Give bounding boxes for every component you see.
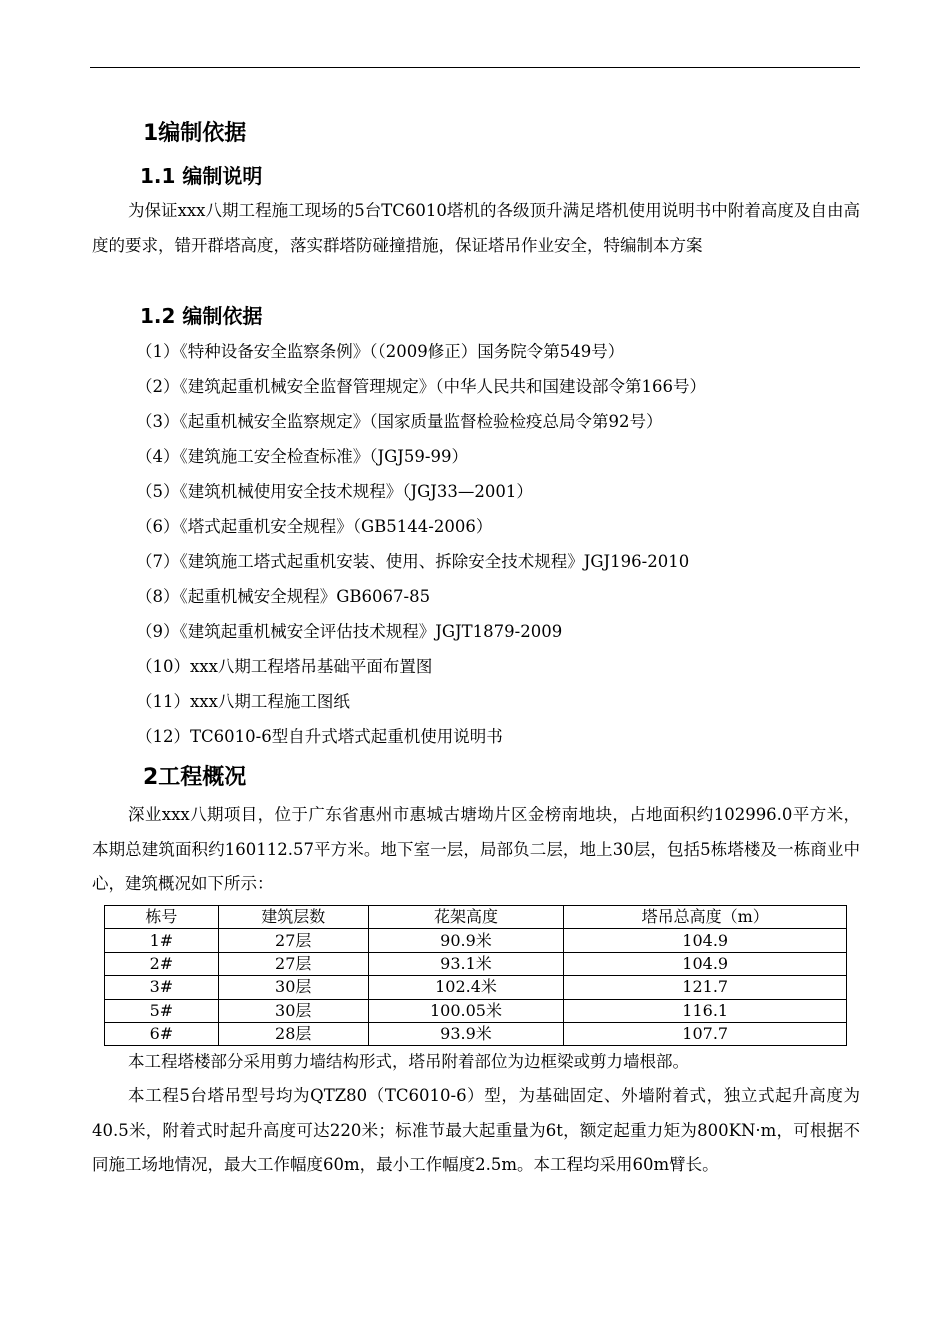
- table-row: [105, 929, 847, 952]
- table-row: [105, 976, 847, 999]
- table-cell: 102.4米: [368, 976, 564, 999]
- list-item: （2）《建筑起重机械安全监督管理规定》（中华人民共和国建设部令第166号）: [136, 377, 706, 396]
- section-2-note-2: 本工程5台塔吊型号均为QTZ80（TC6010-6）型，为基础固定、外墙附着式，独立式起升高度为40.5米，附着式时起升高度可达220米；标准节最大起重量为6t，额定起重力矩为800KN·m，可根据不同施工场地情况，最大工作幅度60m，最小工作幅度2.5m。本工程均采用60m臂长。: [92, 1086, 860, 1174]
- table-cell: 3#: [105, 976, 219, 999]
- section-2-intro: 深业xxx八期项目，位于广东省惠州市惠城古塘坳片区金榜南地块，占地面积约102996.0平方米，本期总建筑面积约160112.57平方米。地下室一层，局部负二层，地上30层，包括5栋塔楼及一栋商业中心，建筑概况如下所示：: [92, 805, 860, 893]
- table-cell: 104.9: [564, 929, 847, 952]
- table-cell: 30层: [218, 976, 368, 999]
- list-item: （5）《建筑机械使用安全技术规程》（JGJ33—2001）: [136, 482, 533, 501]
- table-cell: 5#: [105, 999, 219, 1022]
- table-cell: 100.05米: [368, 999, 564, 1022]
- table-cell: 104.9: [564, 952, 847, 975]
- table-cell: 116.1: [564, 999, 847, 1022]
- list-item: （8）《起重机械安全规程》GB6067-85: [136, 587, 431, 606]
- list-item: （12）TC6010-6型自升式塔式起重机使用说明书: [136, 727, 503, 746]
- list-item: （11）xxx八期工程施工图纸: [136, 692, 350, 711]
- basis-list: [136, 334, 706, 754]
- table-cell: 93.9米: [368, 1022, 564, 1045]
- table-cell: 27层: [218, 952, 368, 975]
- table-cell: 121.7: [564, 976, 847, 999]
- table-header-cell: 塔吊总高度（m）: [564, 906, 847, 929]
- section-1-1-title: 1.1 编制说明: [140, 164, 263, 188]
- table-row: [105, 952, 847, 975]
- list-item: （1）《特种设备安全监察条例》（（2009修正）国务院令第549号）: [136, 342, 625, 361]
- table-cell: 2#: [105, 952, 219, 975]
- list-item: （4）《建筑施工安全检查标准》（JGJ59-99）: [136, 447, 468, 466]
- table-header-cell: 建筑层数: [218, 906, 368, 929]
- list-item: （6）《塔式起重机安全规程》（GB5144-2006）: [136, 517, 493, 536]
- header-rule: [90, 67, 860, 68]
- list-item: （10）xxx八期工程塔吊基础平面布置图: [136, 657, 433, 676]
- table-row: [105, 999, 847, 1022]
- table-cell: 1#: [105, 929, 219, 952]
- table-row: [105, 1022, 847, 1045]
- table-header-cell: 花架高度: [368, 906, 564, 929]
- table-cell: 93.1米: [368, 952, 564, 975]
- table-cell: 6#: [105, 1022, 219, 1045]
- table-cell: 107.7: [564, 1022, 847, 1045]
- table-header-cell: 栋号: [105, 906, 219, 929]
- list-item: （3）《起重机械安全监察规定》（国家质量监督检验检疫总局令第92号）: [136, 412, 663, 431]
- section-2-title: 2工程概况: [143, 765, 247, 790]
- building-table: [104, 905, 847, 1046]
- section-1-title: 1编制依据: [143, 121, 247, 146]
- section-1-2-title: 1.2 编制依据: [140, 304, 263, 328]
- table-header-row: [105, 906, 847, 929]
- table-cell: 28层: [218, 1022, 368, 1045]
- table-cell: 27层: [218, 929, 368, 952]
- list-item: （7）《建筑施工塔式起重机安装、使用、拆除安全技术规程》JGJ196-2010: [136, 552, 690, 571]
- list-item: （9）《建筑起重机械安全评估技术规程》JGJT1879-2009: [136, 622, 563, 641]
- section-1-1-text: 为保证xxx八期工程施工现场的5台TC6010塔机的各级顶升满足塔机使用说明书中附着高度及自由高度的要求，错开群塔高度，落实群塔防碰撞措施，保证塔吊作业安全，特编制本方案: [92, 201, 860, 255]
- table-cell: 30层: [218, 999, 368, 1022]
- section-2-note-1: 本工程塔楼部分采用剪力墙结构形式，塔吊附着部位为边框梁或剪力墙根部。: [128, 1052, 689, 1071]
- table-cell: 90.9米: [368, 929, 564, 952]
